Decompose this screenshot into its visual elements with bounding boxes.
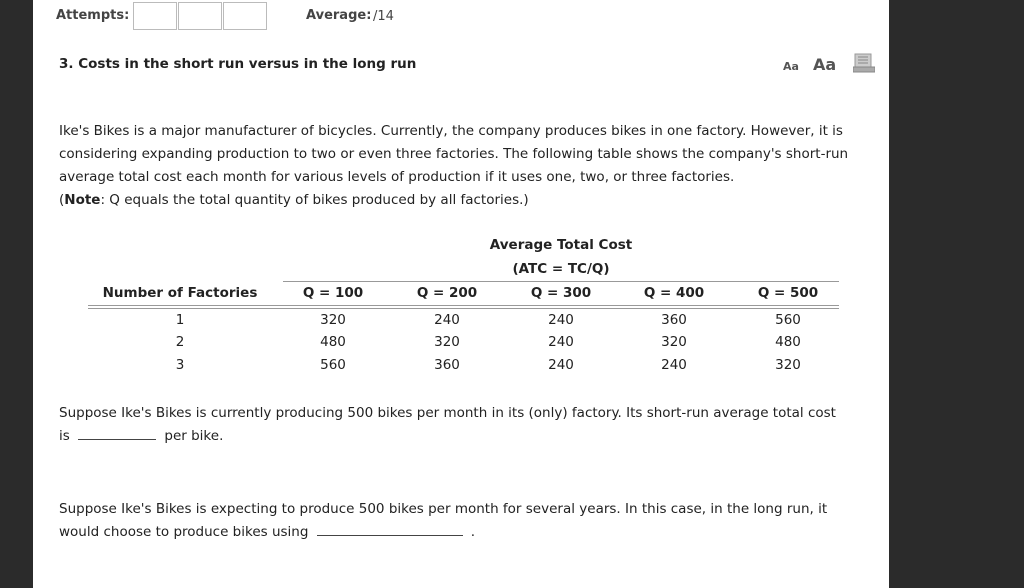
intro-paragraph (59, 120, 859, 212)
intro-text: Ike's Bikes is a major manufacturer of bicycles. Currently, the company produces bikes in one factory. However, it is considering expanding production to two or even three factories. The following table shows the company's short-run average total cost each month for various levels of production if it uses one, two, or three factories. (59, 123, 849, 185)
question-2-suffix: . (470, 524, 476, 540)
table-header-rule (283, 281, 839, 282)
table-title: Average Total Cost (489, 237, 633, 253)
note-label: Note (64, 192, 101, 208)
table-double-rule (88, 305, 839, 309)
note-open: ( (59, 192, 65, 208)
column-header: Q = 400 (643, 285, 705, 301)
answer-dropdown-factories[interactable] (317, 523, 463, 536)
increase-font-button[interactable]: Aa (813, 55, 837, 74)
row-header: Number of Factories (102, 285, 258, 301)
table-cell: 320 (661, 334, 687, 350)
column-header: Q = 200 (416, 285, 478, 301)
table-cell: 240 (548, 312, 574, 328)
right-margin (889, 0, 1024, 588)
question-2-text: Suppose Ike's Bikes is expecting to produce 500 bikes per month for several years. In this case, in the long run, it would choose to produce bikes using (59, 501, 828, 540)
average-value: /14 (373, 9, 394, 24)
attempt-box (133, 2, 177, 30)
table-cell: 320 (434, 334, 460, 350)
attempt-box (178, 2, 222, 30)
table-cell: 240 (661, 357, 687, 373)
column-header: Q = 500 (757, 285, 819, 301)
question-1 (59, 402, 849, 448)
table-cell: 320 (320, 312, 346, 328)
table-cell: 360 (434, 357, 460, 373)
attempt-box (223, 2, 267, 30)
table-cell-factories: 2 (175, 334, 185, 350)
table-cell: 360 (661, 312, 687, 328)
attempt-boxes (133, 2, 268, 30)
question-panel (33, 0, 889, 588)
attempts-label: Attempts: (56, 8, 130, 23)
table-cell: 560 (775, 312, 801, 328)
question-2 (59, 498, 859, 544)
table-cell-factories: 3 (175, 357, 185, 373)
table-cell: 240 (434, 312, 460, 328)
average-label: Average: (306, 8, 372, 23)
column-header: Q = 300 (530, 285, 592, 301)
table-cell: 480 (320, 334, 346, 350)
table-cell: 240 (548, 357, 574, 373)
print-icon[interactable] (853, 53, 875, 73)
answer-blank-atc[interactable] (78, 427, 156, 440)
table-subtitle: (ATC = TC/Q) (512, 261, 610, 277)
decrease-font-button[interactable]: Aa (783, 60, 799, 73)
column-header: Q = 100 (302, 285, 364, 301)
question-1-text: Suppose Ike's Bikes is currently producing 500 bikes per month in its (only) factory. Its short-run average total cost is (59, 405, 836, 444)
note-text: : Q equals the total quantity of bikes produced by all factories.) (100, 192, 529, 208)
question-1-suffix: per bike. (164, 428, 224, 444)
question-title: 3. Costs in the short run versus in the long run (59, 56, 417, 72)
table-cell-factories: 1 (175, 312, 185, 328)
left-margin (0, 0, 33, 588)
table-cell: 240 (548, 334, 574, 350)
table-cell: 480 (775, 334, 801, 350)
table-cell: 560 (320, 357, 346, 373)
table-cell: 320 (775, 357, 801, 373)
